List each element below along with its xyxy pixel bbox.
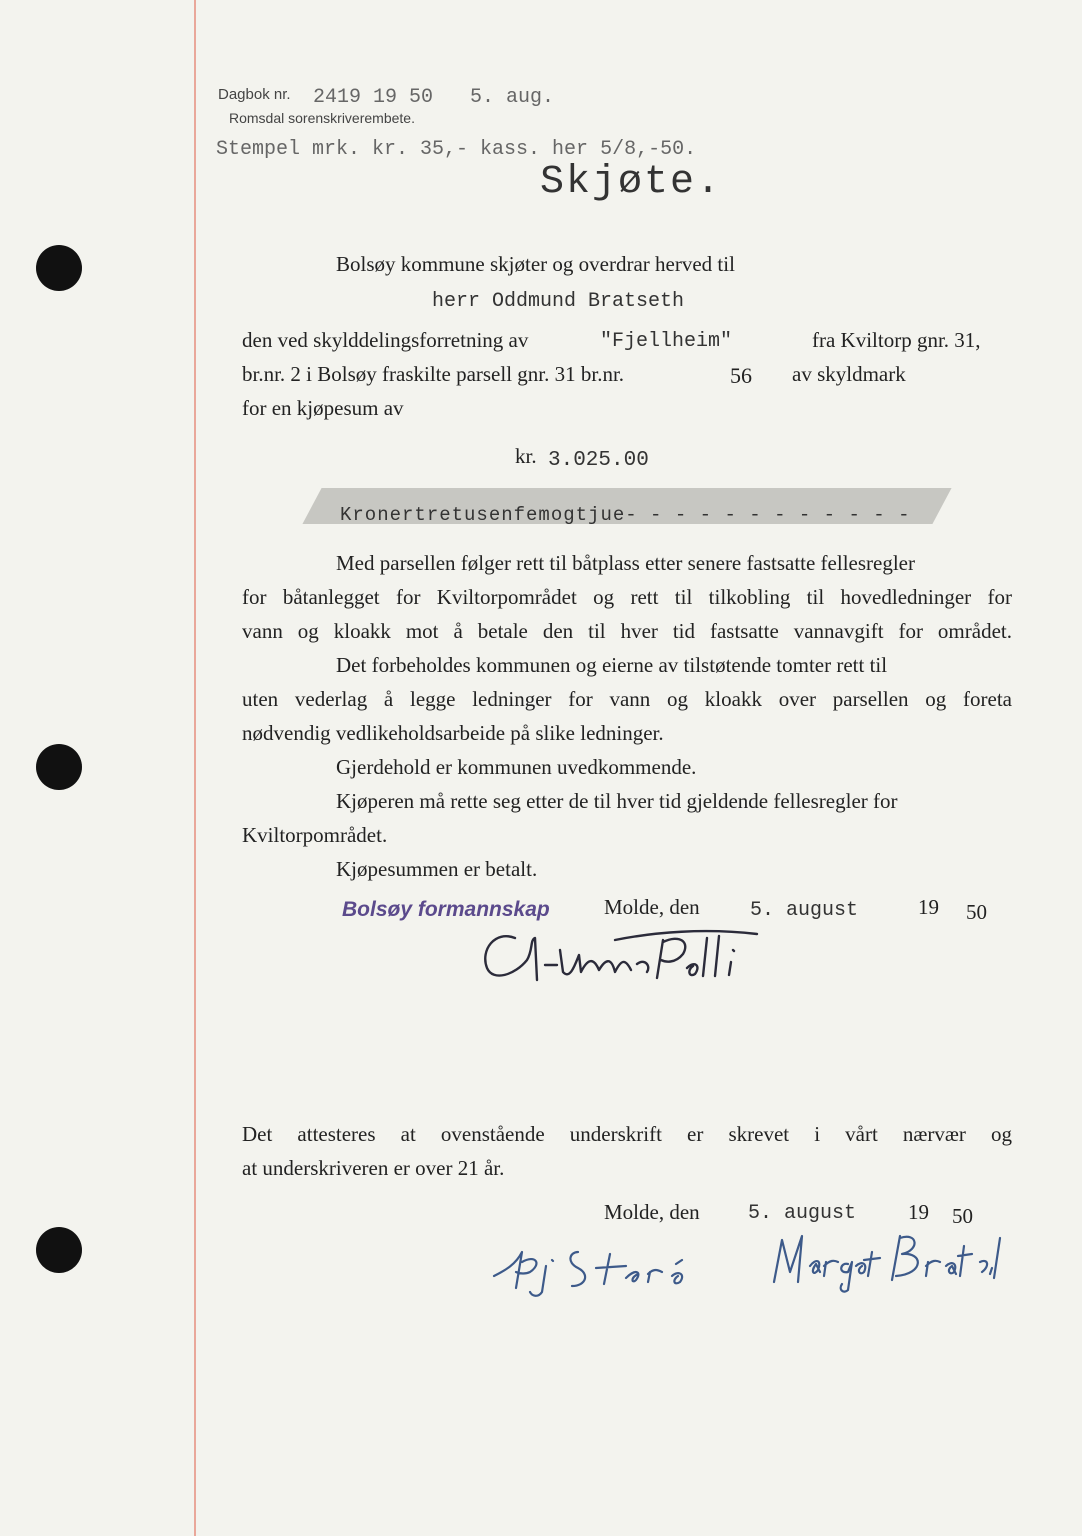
chairman-signature xyxy=(475,920,775,995)
margin-line xyxy=(194,0,196,1536)
punch-hole xyxy=(36,744,82,790)
municipal-stamp: Bolsøy formannskap xyxy=(342,898,550,921)
parcel-line-b: av skyldmark xyxy=(792,362,906,386)
signing-date: 5. august xyxy=(750,899,859,922)
paragraph-1-line-2: for båtanlegget for Kviltorpområdet og rett til tilkobling til hovedledninger for xyxy=(242,585,1012,609)
stamp-duty-line: Stempel mrk. kr. 35,- kass. her 5/8,-50. xyxy=(216,138,697,161)
paragraph-3: Gjerdehold er kommunen uvedkommende. xyxy=(336,755,697,779)
signing-place: Molde, den xyxy=(604,895,700,919)
paragraph-4-line-2: Kviltorpområdet. xyxy=(242,823,388,847)
paragraph-4-line-1: Kjøperen må rette seg etter de til hver tid gjeldende fellesregler for xyxy=(336,789,898,813)
witness-signature-2 xyxy=(768,1222,1013,1294)
witness-signature-1 xyxy=(486,1238,716,1298)
parcel-line-a: br.nr. 2 i Bolsøy fraskilte parsell gnr. 31 br.nr. xyxy=(242,362,625,386)
document-title: Skjøte. xyxy=(540,160,723,205)
conveyance-line: Bolsøy kommune skjøter og overdrar herved til xyxy=(336,252,735,276)
price-label: kr. xyxy=(515,444,537,468)
dagbok-number: 2419 xyxy=(313,86,362,109)
attestation-year-prefix: 19 xyxy=(908,1200,929,1224)
punch-hole xyxy=(36,1227,82,1273)
attestation-place: Molde, den xyxy=(604,1200,700,1224)
dagbok-date: 5. aug. xyxy=(470,86,555,109)
attestation-year-suffix: 50 xyxy=(952,1204,973,1228)
paragraph-5: Kjøpesummen er betalt. xyxy=(336,857,538,881)
paragraph-2-line-3: nødvendig vedlikeholdsarbeide på slike ledninger. xyxy=(242,721,664,745)
dagbok-label: Dagbok nr. xyxy=(218,86,291,103)
attestation-line-2: at underskriveren er over 21 år. xyxy=(242,1156,505,1180)
signing-year-prefix: 19 xyxy=(918,895,939,919)
attestation-line-1: Det attesteres at ovenstående underskrift er skrevet i vårt nærvær og xyxy=(242,1122,1012,1146)
paragraph-2-line-2: uten vederlag å legge ledninger for vann og kloakk over parsellen og foreta xyxy=(242,687,1012,711)
price-value: 3.025.00 xyxy=(548,449,649,472)
paragraph-2-line-1: Det forbeholdes kommunen og eierne av tilstøtende tomter rett til xyxy=(336,653,888,677)
buyer-name: herr Oddmund Bratseth xyxy=(432,290,685,313)
paragraph-1-line-3: vann og kloakk mot å betale den til hver tid fastsatte vannavgift for området. xyxy=(242,619,1012,643)
dagbok-year: 19 50 xyxy=(373,86,434,109)
office-name: Romsdal sorenskriverembete. xyxy=(229,110,415,126)
attestation-date: 5. august xyxy=(748,1202,857,1225)
signing-year-suffix: 50 xyxy=(966,900,987,924)
property-line-b: fra Kviltorp gnr. 31, xyxy=(812,328,981,352)
paragraph-1-line-1: Med parsellen følger rett til båtplass etter senere fastsatte fellesregler xyxy=(336,551,915,575)
price-in-words: Kronertretusenfemogtjue- - - - - - - - - - - - xyxy=(340,504,911,526)
property-line-a: den ved skylddelingsforretning av xyxy=(242,328,529,352)
punch-hole xyxy=(36,245,82,291)
property-name: "Fjellheim" xyxy=(600,330,733,353)
price-intro: for en kjøpesum av xyxy=(242,396,404,420)
parcel-number: 56 xyxy=(730,363,752,388)
